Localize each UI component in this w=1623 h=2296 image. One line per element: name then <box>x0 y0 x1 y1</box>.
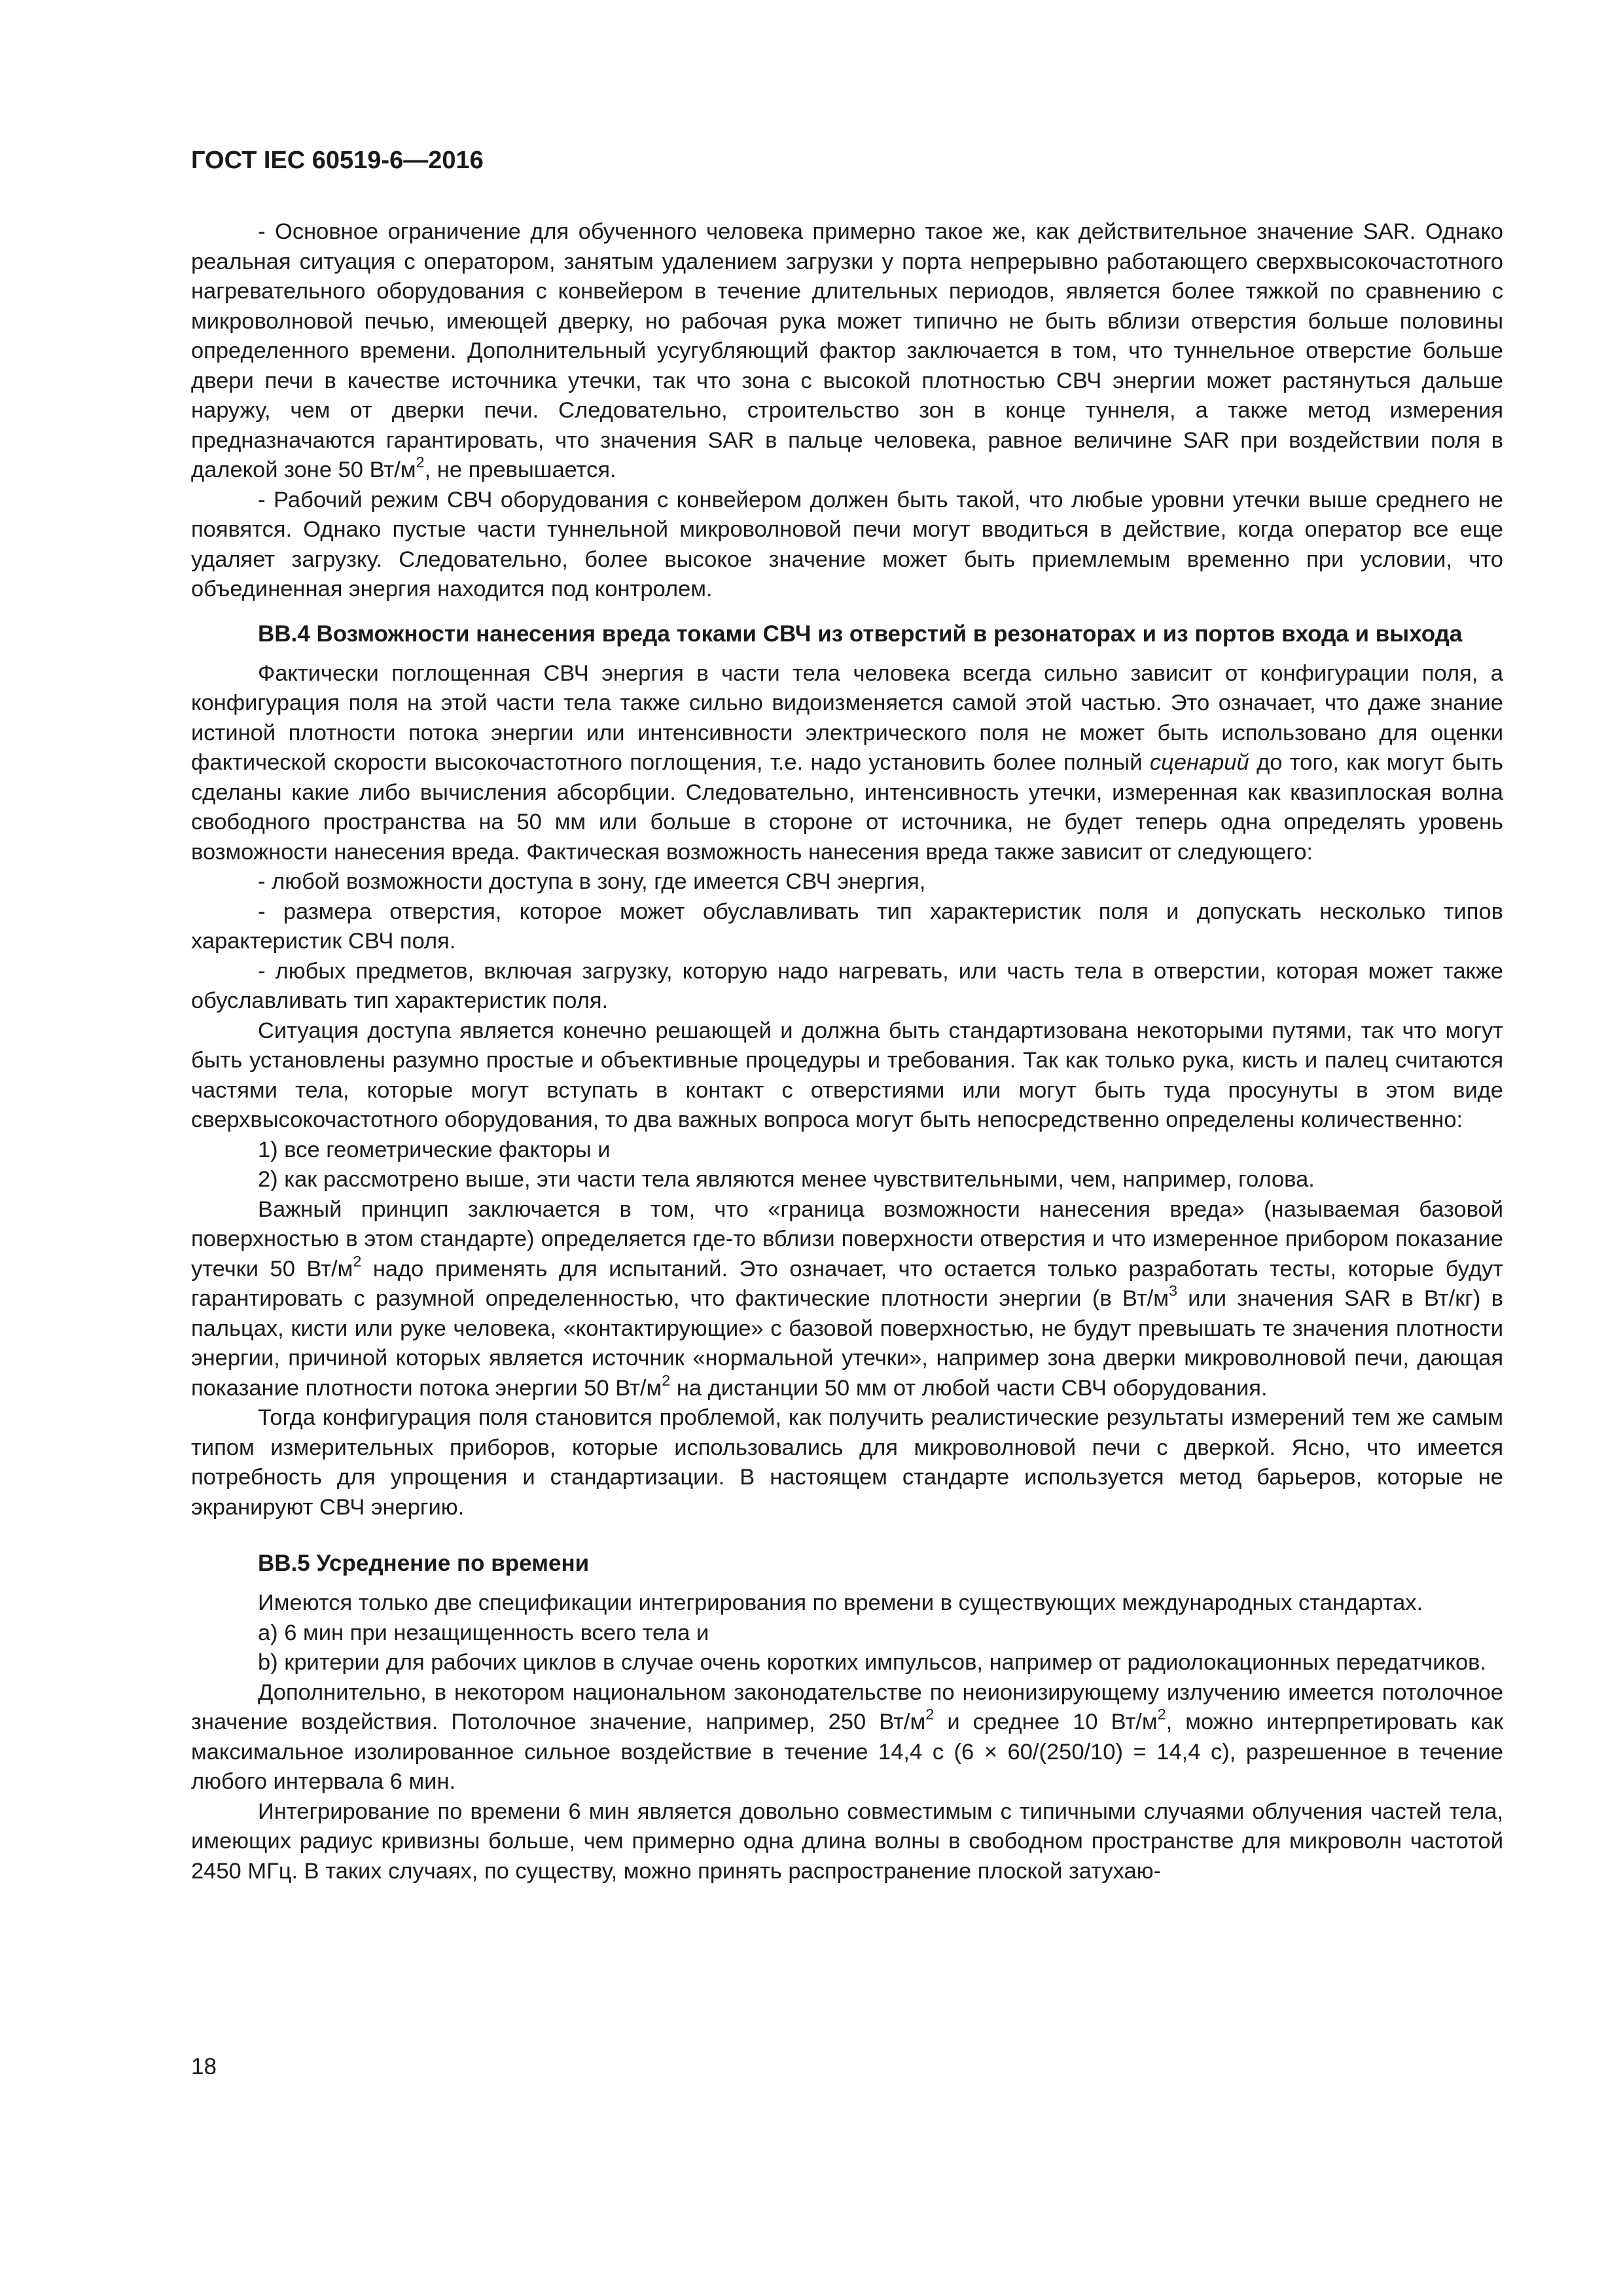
superscript: 2 <box>925 1705 935 1723</box>
paragraph <box>191 659 1503 868</box>
section-heading-bb4: ВВ.4 Возможности нанесения вреда токами СВЧ из отверстий в резонаторах и из портов входа и выхода <box>258 620 1463 647</box>
paragraph <box>191 1678 1503 1797</box>
numbered-item: 2) как рассмотрено выше, эти части тела являются менее чувствительными, чем, например, голова. <box>258 1167 1315 1192</box>
paragraph: Ситуация доступа является конечно решающей и должна быть стандартизована некоторыми путями, так что могут быть установлены разумно простые и объективные процедуры и требования. Так как только рука, кисть и палец считаются частями тела, которые могут вступать в контакт с отверстиями или могут быть туда просунуты в этом виде сверхвысокочастотного оборудования, то два важных вопроса могут быть непосредственно определены количественно: <box>191 1018 1503 1132</box>
superscript: 2 <box>662 1371 671 1389</box>
paragraph-text: Фактически поглощенная СВЧ энергия в части тела человека всегда сильно зависит от конфигурации поля, а конфигурация поля на этой части тела также сильно видоизменяется самой этой частью. Это означает, что даже знание истиной плотности потока энергии или интенсивности электрического поля не может быть использовано для оценки фактической скорости высокочастотного поглощения, т.е. надо установить более полный <box>191 660 1503 775</box>
list-item: - любой возможности доступа в зону, где имеется СВЧ энергия, <box>258 869 926 894</box>
numbered-item: 1) все геометрические факторы и <box>258 1137 611 1162</box>
section-heading-bb5: ВВ.5 Усреднение по времени <box>258 1551 590 1576</box>
paragraph <box>191 217 1503 486</box>
list-item: b) критерии для рабочих циклов в случае очень коротких импульсов, например от радиолокационных передатчиков. <box>258 1650 1487 1675</box>
paragraph-text: - Основное ограничение для обученного человека примерно такое же, как действительное значение SAR. Однако реальная ситуация с оператором, занятым удалением загрузки у порта непрерывно работающего сверхвысокочастотного нагревательного оборудования с конвейером в течение длительных периодов, является более тяжкой по сравнению с микроволновой печью, имеющей дверку, но рабочая рука может типично не быть вблизи отверстия больше половины определенного времени. Дополнительный усугубляющий фактор заключается в том, что туннельное отверстие больше двери печи в качестве источника утечки, так что зона с высокой плотностью СВЧ энергии может растянуться дальше наружу, чем от дверки печи. Следовательно, строительство зон в конце туннеля, а также метод измерения предназначаются гарантировать, что значения SAR в пальце человека, равное величине SAR при воздействии поля в далекой зоне 50 Вт/м <box>191 219 1503 482</box>
superscript: 2 <box>1157 1705 1166 1723</box>
paragraph: Имеются только две спецификации интегрирования по времени в существующих международных стандартах. <box>258 1590 1423 1615</box>
italic-term: сценарий <box>1149 750 1249 775</box>
paragraph-text: и среднее 10 Вт/м <box>934 1710 1158 1734</box>
page-number: 18 <box>191 2054 217 2079</box>
paragraph-text: до того, как могут быть сделаны какие либо вычисления абсорбции. Следовательно, интенсивность утечки, измеренная как квазиплоская волна свободного пространства на 50 мм или больше в стороне от источника, не будет теперь одна определять уровень возможности нанесения вреда. Фактическая возможность нанесения вреда также зависит от следующего: <box>191 750 1504 865</box>
paragraph: - Рабочий режим СВЧ оборудования с конвейером должен быть такой, что любые уровни утечки выше среднего не появятся. Однако пустые части туннельной микроволновой печи могут вводиться в действие, когда оператор все еще удаляет загрузку. Следовательно, более высокое значение может быть приемлемым временно при условии, что объединенная энергия находится под контролем. <box>191 487 1503 601</box>
list-item: - размера отверстия, которое может обуславливать тип характеристик поля и допускать несколько типов характеристик СВЧ поля. <box>191 899 1503 954</box>
paragraph-text: надо применять для испытаний. Это означает, что остается только разработать тесты, которые будут гарантировать с разумной определенностью, что фактические плотности энергии (в Вт/м <box>191 1256 1504 1311</box>
paragraph-text: , не превышается. <box>424 457 616 482</box>
paragraph: Тогда конфигурация поля становится проблемой, как получить реалистические результаты измерений тем же самым типом измерительных приборов, которые использовались для микроволновой печи с дверкой. Ясно, что имеется потребность для упрощения и стандартизации. В настоящем стандарте используется метод барьеров, которые не экранируют СВЧ энергию. <box>191 1405 1503 1520</box>
paragraph <box>191 1195 1503 1404</box>
list-item: - любых предметов, включая загрузку, которую надо нагревать, или часть тела в отверстии, которая может также обуславливать тип характеристик поля. <box>191 958 1503 1013</box>
paragraph-text: на дистанции 50 мм от любой части СВЧ оборудования. <box>670 1375 1268 1401</box>
paragraph: Интегрирование по времени 6 мин является довольно совместимым с типичными случаями облучения частей тела, имеющих радиус кривизны больше, чем примерно одна длина волны в свободном пространстве для микроволн частотой 2450 МГц. В таких случаях, по существу, можно принять распространение плоской затухаю- <box>191 1799 1503 1884</box>
superscript: 2 <box>353 1252 362 1270</box>
paragraph-text: или значения SAR в Вт/кг) в пальцах, кисти или руке человека, «контактирующие» с базовой поверхностью, не будут превышать те значения плотности энергии, причиной которых является источник «нормальной утечки», например зона дверки микроволновой печи, дающая показание плотности потока энергии 50 Вт/м <box>191 1286 1503 1401</box>
superscript: 2 <box>416 453 425 471</box>
paragraph-text: Важный принцип заключается в том, что «граница возможности нанесения вреда» (называемая базовой поверхностью в этом стандарте) определяется где-то вблизи поверхности отверстия и что измеренное прибором показание утечки 50 Вт/м <box>191 1196 1503 1282</box>
document-code-header: ГОСТ IEC 60519-6—2016 <box>191 147 484 174</box>
paragraph-text: , можно интерпретировать как максимальное изолированное сильное воздействие в течение 14,4 с (6 × 60/(250/10) = 14,4 с), разрешенное в течение любого интервала 6 мин. <box>191 1710 1503 1794</box>
paragraph-text: Дополнительно, в некотором национальном законодательстве по неионизирующему излучению имеется потолочное значение воздействия. Потолочное значение, например, 250 Вт/м <box>191 1679 1503 1734</box>
list-item: а) 6 мин при незащищенность всего тела и <box>258 1620 709 1645</box>
superscript: 3 <box>1168 1282 1177 1299</box>
document-page <box>191 145 1503 1886</box>
